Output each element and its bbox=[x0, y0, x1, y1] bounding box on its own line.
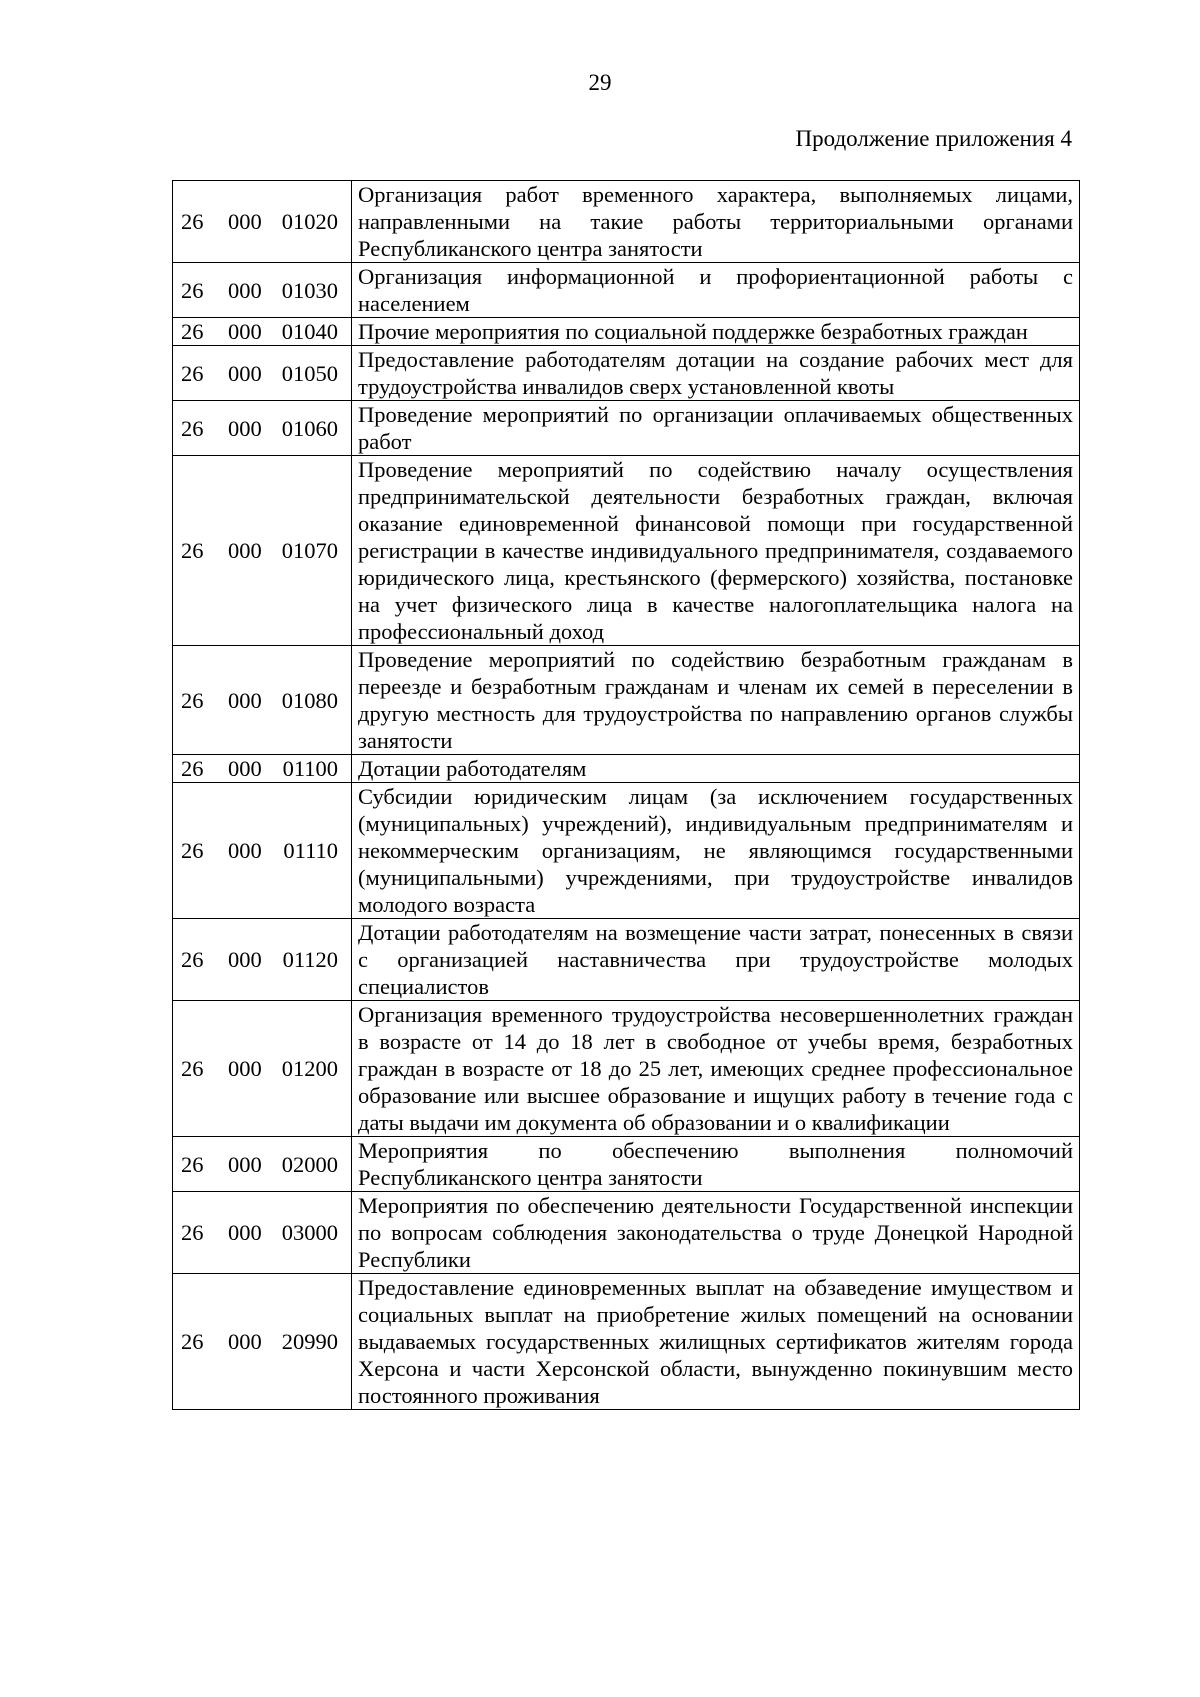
code-part-1: 26 bbox=[181, 1329, 204, 1354]
code-part-3: 03000 bbox=[281, 1220, 338, 1245]
code-part-3: 01050 bbox=[281, 360, 338, 386]
code-part-1: 26 bbox=[181, 360, 204, 386]
code-part-1: 26 bbox=[181, 1056, 204, 1081]
code-part-2: 000 bbox=[228, 538, 262, 563]
budget-code-cell bbox=[173, 919, 352, 1001]
code-part-2: 000 bbox=[228, 1056, 262, 1081]
table-row bbox=[173, 181, 1080, 263]
description-cell: Дотации работодателям на возмещение части затрат, понесенных в связи с организацией наставничества при трудоустройстве молодых специалистов bbox=[352, 919, 1080, 1001]
table-row bbox=[173, 346, 1080, 401]
description-cell: Проведение мероприятий по организации оплачиваемых общественных работ bbox=[352, 401, 1080, 456]
description-cell: Проведение мероприятий по содействию началу осуществления предпринимательской деятельности безработных граждан, включая оказание единовременной финансовой помощи при государственной регистрации в качестве индивидуального предпринимателя, создаваемого юридического лица, крестьянского (фермерского) хозяйства, постановке на учет физического лица в качестве налогоплательщика налога на профессиональный доход bbox=[352, 456, 1080, 646]
code-part-3: 01200 bbox=[281, 1056, 338, 1081]
description-cell: Организация информационной и профориентационной работы с населением bbox=[352, 263, 1080, 318]
budget-code-cell bbox=[173, 263, 352, 318]
description-cell: Прочие мероприятия по социальной поддержке безработных граждан bbox=[352, 318, 1080, 346]
budget-code-cell bbox=[173, 456, 352, 646]
code-part-1: 26 bbox=[181, 756, 204, 781]
code-part-3: 01030 bbox=[281, 277, 338, 303]
table-row bbox=[173, 1001, 1080, 1137]
code-part-2: 000 bbox=[228, 1329, 262, 1354]
code-part-3: 01110 bbox=[283, 838, 338, 863]
appendix-continuation-label: Продолжение приложения 4 bbox=[795, 126, 1072, 151]
description-cell: Организация работ временного характера, выполняемых лицами, направленными на такие работы территориальными органами Республиканского центра занятости bbox=[352, 181, 1080, 263]
table-row bbox=[173, 401, 1080, 456]
code-part-1: 26 bbox=[181, 1220, 204, 1245]
table-row bbox=[173, 1192, 1080, 1274]
code-part-2: 000 bbox=[228, 838, 262, 863]
budget-code-cell bbox=[173, 1137, 352, 1192]
table-row bbox=[173, 263, 1080, 318]
code-part-2: 000 bbox=[228, 687, 262, 713]
code-part-3: 01040 bbox=[281, 319, 338, 344]
budget-code-cell bbox=[173, 755, 352, 783]
code-part-3: 01080 bbox=[281, 687, 338, 713]
code-part-3: 02000 bbox=[281, 1151, 338, 1177]
description-cell: Организация временного трудоустройства несовершеннолетних граждан в возрасте от 14 до 18 лет в свободное от учебы время, безработных граждан в возрасте от 18 до 25 лет, имеющих среднее профессиональное образование или высшее образование и ищущих работу в течение года с даты выдачи им документа об образовании и о квалификации bbox=[352, 1001, 1080, 1137]
description-cell: Мероприятия по обеспечению деятельности Государственной инспекции по вопросам соблюдения законодательства о труде Донецкой Народной Республики bbox=[352, 1192, 1080, 1274]
code-part-1: 26 bbox=[181, 319, 204, 344]
budget-code-cell bbox=[173, 318, 352, 346]
budget-code-cell bbox=[173, 646, 352, 755]
code-part-3: 01100 bbox=[282, 756, 338, 781]
page-number: 29 bbox=[588, 70, 612, 95]
code-part-3: 01060 bbox=[281, 415, 338, 441]
budget-code-cell bbox=[173, 1274, 352, 1410]
budget-code-cell bbox=[173, 346, 352, 401]
code-part-2: 000 bbox=[228, 756, 262, 781]
code-part-2: 000 bbox=[228, 277, 262, 303]
budget-codes-table bbox=[172, 180, 1080, 1410]
code-part-1: 26 bbox=[181, 415, 204, 441]
table-row bbox=[173, 1274, 1080, 1410]
table-row bbox=[173, 456, 1080, 646]
budget-code-cell bbox=[173, 181, 352, 263]
code-part-1: 26 bbox=[181, 277, 204, 303]
code-part-2: 000 bbox=[228, 360, 262, 386]
table-row bbox=[173, 646, 1080, 755]
code-part-2: 000 bbox=[228, 319, 262, 344]
table-row bbox=[173, 919, 1080, 1001]
description-cell: Дотации работодателям bbox=[352, 755, 1080, 783]
table-row bbox=[173, 755, 1080, 783]
code-part-2: 000 bbox=[228, 1151, 262, 1177]
description-cell: Субсидии юридическим лицам (за исключением государственных (муниципальных) учреждений), индивидуальным предпринимателям и некоммерческим организациям, не являющимся государственными (муниципальными) учреждениями, при трудоустройстве инвалидов молодого возраста bbox=[352, 783, 1080, 919]
code-part-3: 01020 bbox=[281, 209, 338, 234]
code-part-1: 26 bbox=[181, 838, 204, 863]
budget-code-cell bbox=[173, 783, 352, 919]
budget-code-cell bbox=[173, 1001, 352, 1137]
code-part-3: 01120 bbox=[282, 947, 338, 972]
code-part-2: 000 bbox=[228, 1220, 262, 1245]
code-part-1: 26 bbox=[181, 687, 204, 713]
table-row bbox=[173, 783, 1080, 919]
table-row bbox=[173, 1137, 1080, 1192]
code-part-1: 26 bbox=[181, 1151, 204, 1177]
code-part-1: 26 bbox=[181, 538, 204, 563]
budget-code-cell bbox=[173, 1192, 352, 1274]
code-part-2: 000 bbox=[228, 415, 262, 441]
code-part-2: 000 bbox=[228, 209, 262, 234]
code-part-3: 20990 bbox=[281, 1329, 338, 1354]
description-cell: Мероприятия по обеспечению выполнения полномочий Республиканского центра занятости bbox=[352, 1137, 1080, 1192]
budget-code-cell bbox=[173, 401, 352, 456]
description-cell: Предоставление единовременных выплат на обзаведение имуществом и социальных выплат на приобретение жилых помещений на основании выдаваемых государственных жилищных сертификатов жителям города Херсона и части Херсонской области, вынужденно покинувшим место постоянного проживания bbox=[352, 1274, 1080, 1410]
table-row bbox=[173, 318, 1080, 346]
code-part-3: 01070 bbox=[281, 538, 338, 563]
description-cell: Предоставление работодателям дотации на создание рабочих мест для трудоустройства инвалидов сверх установленной квоты bbox=[352, 346, 1080, 401]
description-cell: Проведение мероприятий по содействию безработным гражданам в переезде и безработным гражданам и членам их семей в переселении в другую местность для трудоустройства по направлению органов службы занятости bbox=[352, 646, 1080, 755]
code-part-1: 26 bbox=[181, 947, 204, 972]
code-part-2: 000 bbox=[228, 947, 262, 972]
code-part-1: 26 bbox=[181, 209, 204, 234]
